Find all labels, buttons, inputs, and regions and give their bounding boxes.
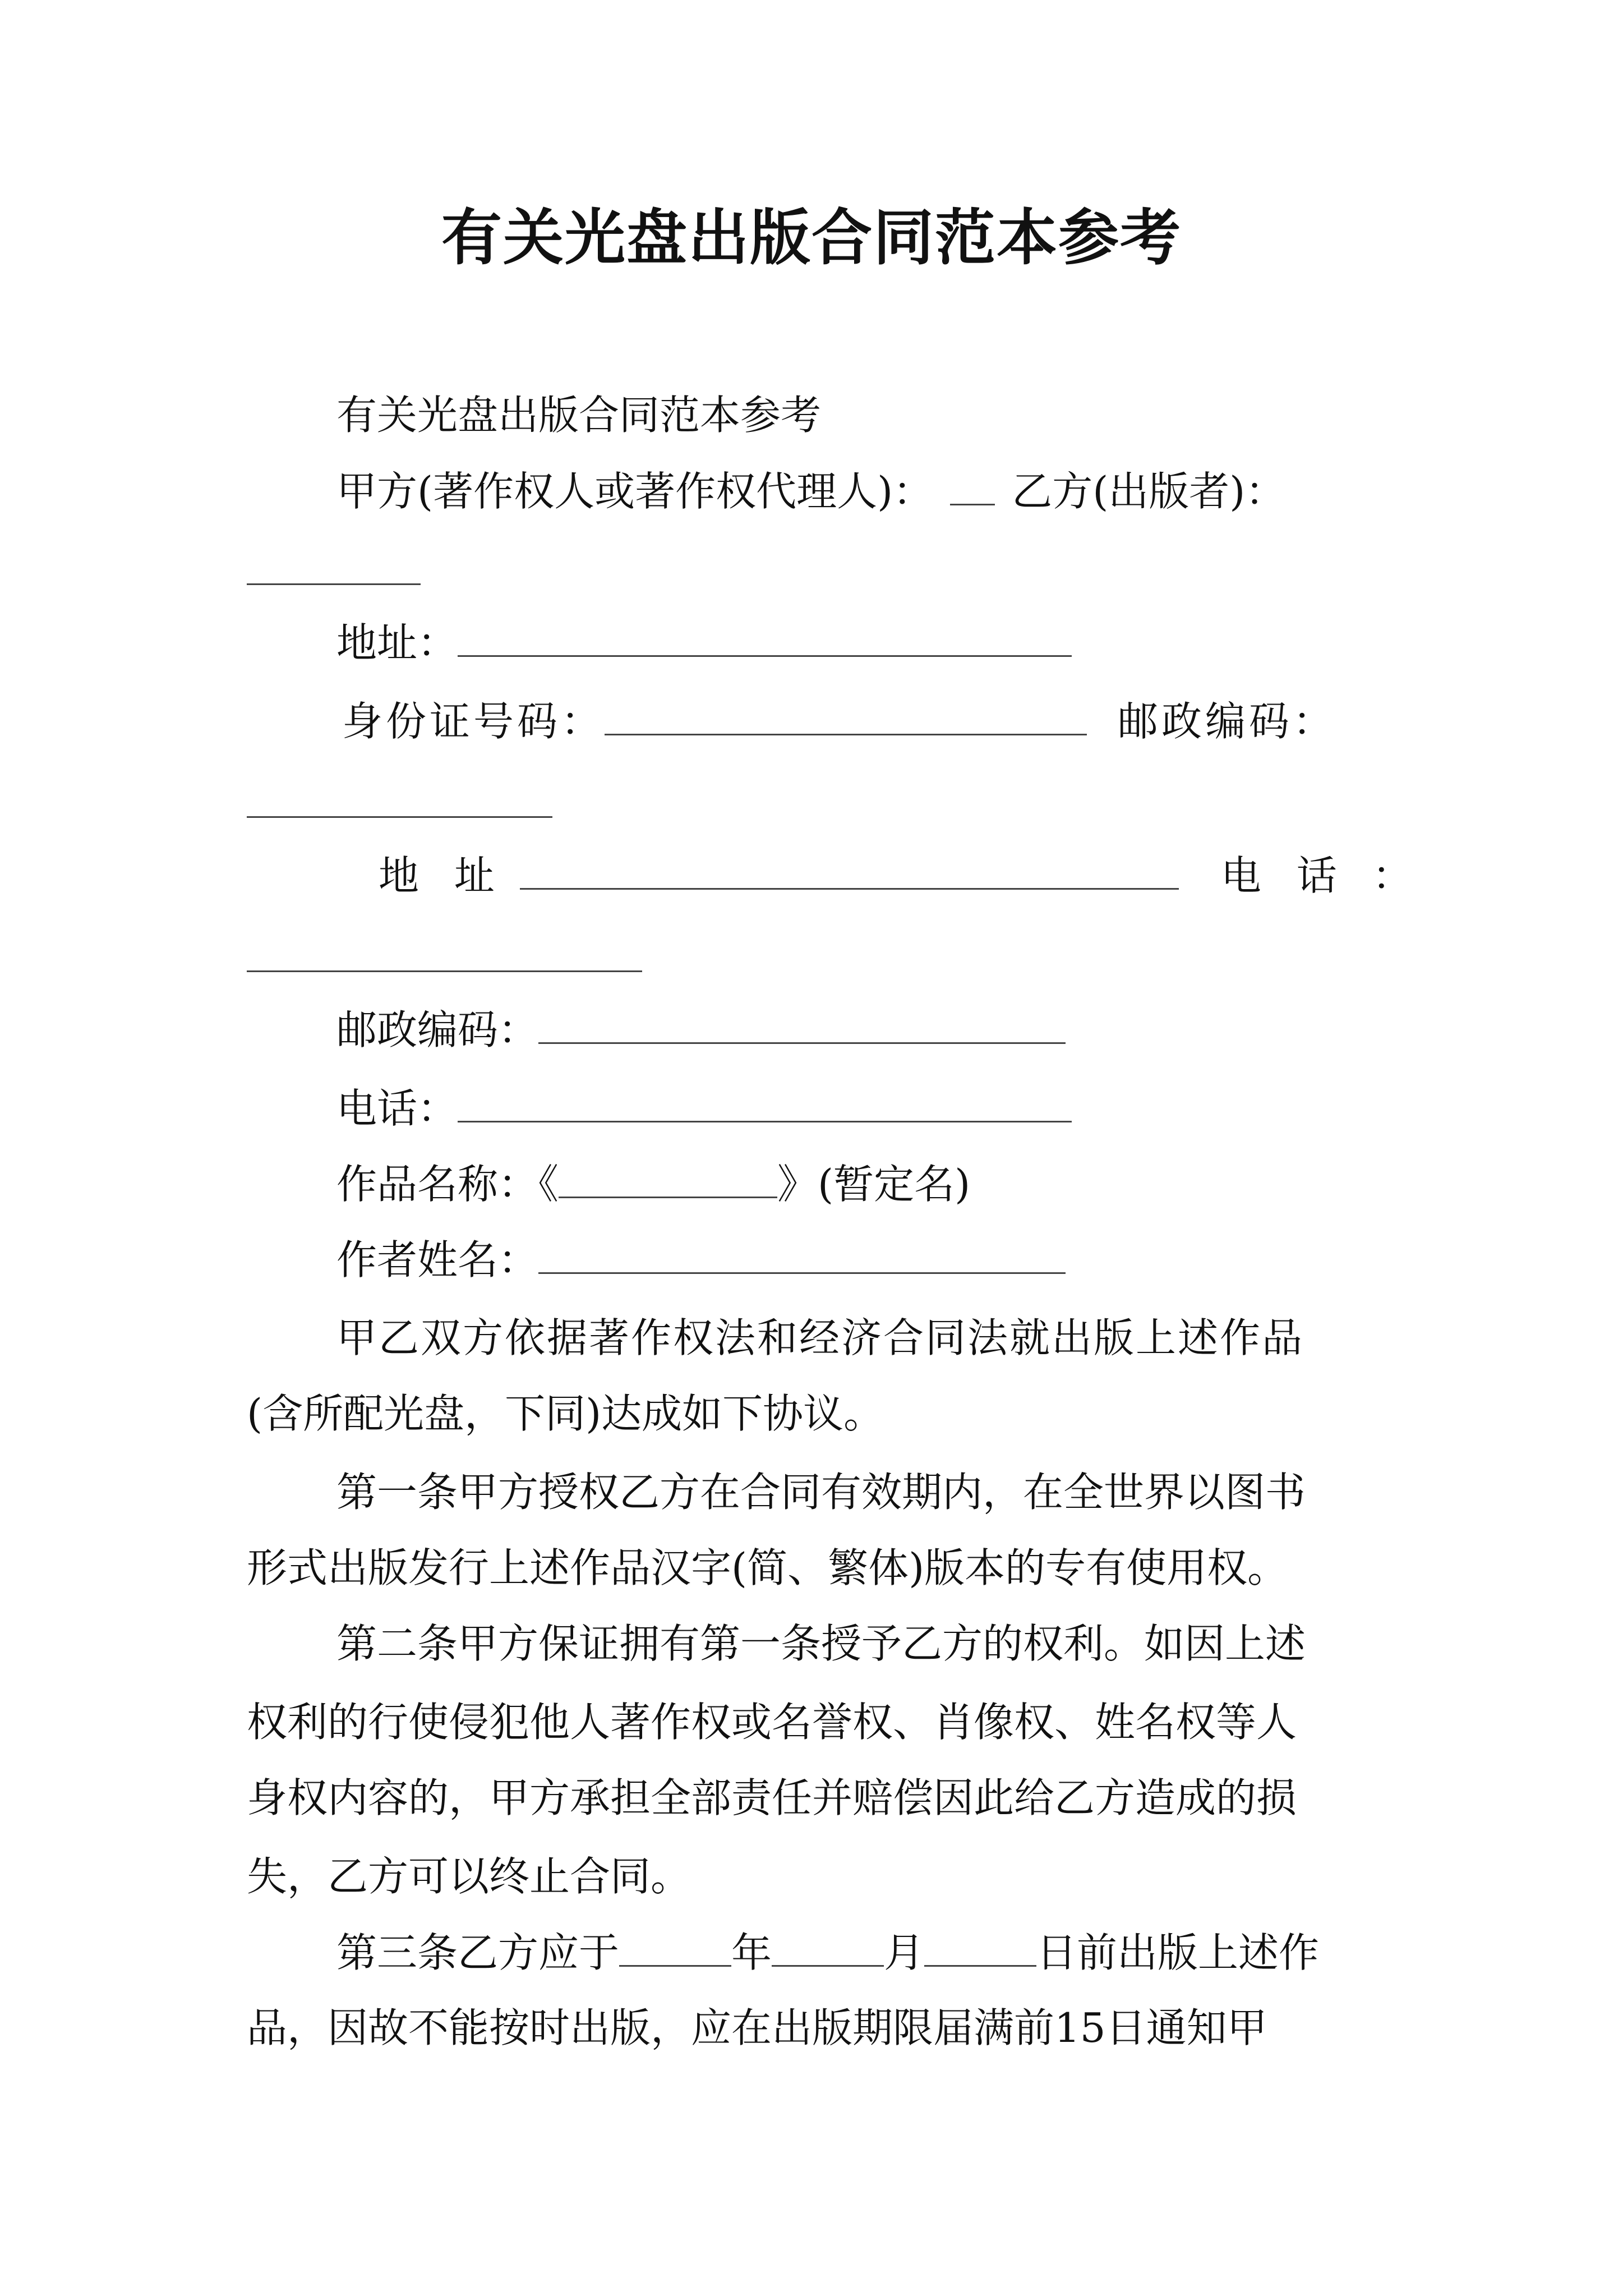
- intro-paragraph-line-2: (含所配光盘，下同)达成如下协议。: [247, 1390, 884, 1437]
- phone-b-label: 电 话 ：: [1220, 852, 1424, 899]
- article-3-suffix: 日前出版上述作: [1036, 1929, 1320, 1976]
- article-2-line-4: 失，乙方可以终止合同。: [247, 1853, 691, 1900]
- address-b-blank[interactable]: [520, 850, 1179, 890]
- article-3-year: 年: [731, 1929, 772, 1976]
- id-blank[interactable]: [605, 696, 1087, 735]
- party-a-label: 甲方(著作权人或著作权代理人)：: [336, 468, 934, 515]
- address-a-line: [336, 617, 1072, 668]
- party-a-blank[interactable]: [950, 466, 995, 505]
- postcode-a-blank[interactable]: [247, 816, 552, 818]
- work-name-blank[interactable]: [559, 1158, 777, 1198]
- work-name-suffix: 》(暂定名): [777, 1161, 971, 1208]
- party-b-blank[interactable]: [247, 583, 421, 585]
- party-b-label: 乙方(出版者)：: [1012, 468, 1286, 515]
- postcode-b-blank[interactable]: [538, 1004, 1066, 1044]
- phone-a-line: [336, 1083, 1072, 1133]
- address-a-blank[interactable]: [458, 617, 1072, 657]
- article-3-line-2: 品，因故不能按时出版，应在出版期限届满前15日通知甲: [247, 2004, 1267, 2051]
- article-2-line-2: 权利的行使侵犯他人著作权或名誉权、肖像权、姓名权等人: [247, 1699, 1297, 1746]
- article-3-line-1: [336, 1927, 1319, 1977]
- article-1-line-2: 形式出版发行上述作品汉字(简、繁体)版本的专有使用权。: [247, 1544, 1288, 1591]
- postcode-b-line: [336, 1004, 1066, 1055]
- author-label: 作者姓名：: [336, 1236, 539, 1283]
- page-title: 有关光盘出版合同范本参考: [441, 203, 1182, 273]
- day-blank[interactable]: [924, 1927, 1036, 1967]
- article-2-line-1: 第二条甲方保证拥有第一条授予乙方的权利。如因上述: [336, 1620, 1306, 1667]
- work-name-label: 作品名称：《: [336, 1161, 559, 1208]
- author-line: [336, 1234, 1066, 1285]
- author-blank[interactable]: [538, 1234, 1066, 1274]
- id-label: 身份证号码：: [342, 698, 605, 745]
- party-line: [336, 466, 1285, 516]
- phone-b-blank[interactable]: [247, 970, 642, 972]
- document-subtitle: 有关光盘出版合同范本参考: [336, 392, 822, 439]
- address-b-line: [379, 850, 1424, 900]
- year-blank[interactable]: [619, 1927, 731, 1967]
- article-1-line-1: 第一条甲方授权乙方在合同有效期内，在全世界以图书: [336, 1469, 1306, 1516]
- month-blank[interactable]: [772, 1927, 884, 1967]
- postcode-a-label: 邮政编码：: [1118, 698, 1337, 745]
- id-line: [342, 696, 1336, 746]
- address-a-label: 地址：: [336, 619, 458, 666]
- postcode-b-label: 邮政编码：: [336, 1006, 539, 1053]
- work-name-line: [336, 1158, 970, 1209]
- phone-a-label: 电话：: [336, 1085, 458, 1132]
- article-2-line-3: 身权内容的，甲方承担全部责任并赔偿因此给乙方造成的损: [247, 1774, 1297, 1821]
- intro-paragraph-line-1: 甲乙双方依据著作权法和经济合同法就出版上述作品: [336, 1314, 1304, 1361]
- article-3-prefix: 第三条乙方应于: [336, 1929, 620, 1976]
- article-3-month: 月: [884, 1929, 925, 1976]
- address-b-label: 地 址: [379, 852, 506, 899]
- phone-a-blank[interactable]: [458, 1083, 1072, 1122]
